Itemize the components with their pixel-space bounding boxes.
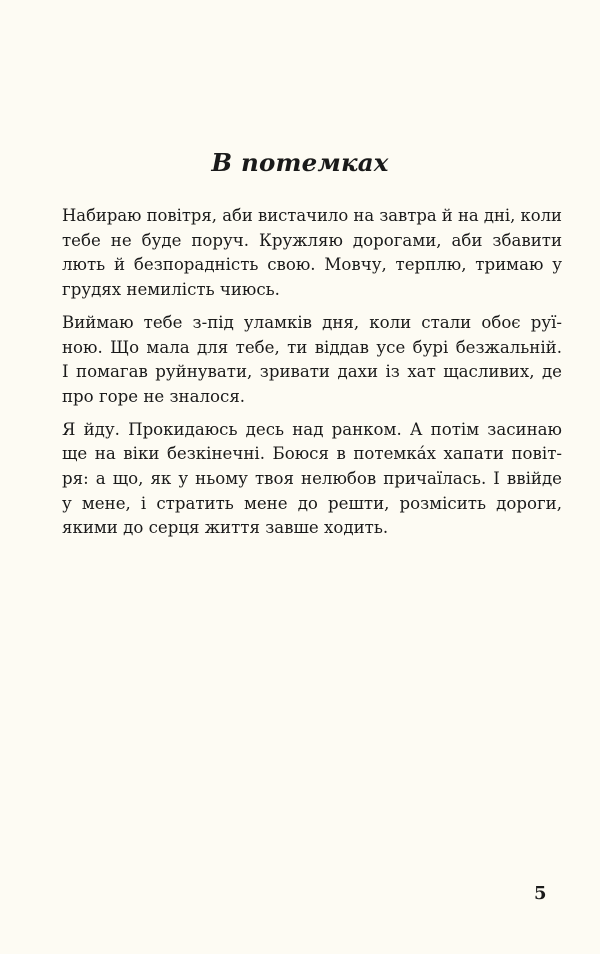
text-line: тебе не буде поруч. Кружляю дорогами, аби збавити bbox=[62, 230, 562, 250]
text-line: грудях немилість чиюсь. bbox=[62, 280, 280, 300]
text-line: у мене, і стратить мене до решти, розмісить дороги, bbox=[62, 493, 562, 513]
text-line: ною. Що мала для тебе, ти віддав усе бурі безжальній. bbox=[62, 337, 562, 357]
paragraph-1 bbox=[62, 204, 562, 303]
text-line: ще на віки безкінечні. Боюся в потемка́х хапати повіт- bbox=[62, 444, 562, 464]
text-line: про горе не зналося. bbox=[62, 386, 246, 406]
text-line: Набираю повітря, аби вистачило на завтра й на дні, коли bbox=[62, 206, 562, 225]
text-line: Я йду. Прокидаюсь десь над ранком. А потім засинаю bbox=[62, 419, 562, 439]
paragraph-2 bbox=[62, 311, 562, 410]
text-line: Виймаю тебе з-під уламків дня, коли стали обоє руї- bbox=[62, 312, 562, 332]
text-line: ря: а що, як у ньому твоя нелюбов причаїлась. І ввійде bbox=[62, 469, 562, 489]
text-line: якими до серця життя завше ходить. bbox=[62, 518, 389, 538]
paragraph-3 bbox=[62, 418, 562, 542]
page-title: В потемках bbox=[211, 148, 389, 177]
body-text bbox=[62, 204, 562, 549]
text-line: І помагав руйнувати, зривати дахи із хат щасливих, де bbox=[62, 362, 562, 382]
text-line: лють й безпорадність свою. Мовчу, терплю, тримаю у bbox=[62, 255, 562, 275]
page-number: 5 bbox=[534, 883, 547, 904]
